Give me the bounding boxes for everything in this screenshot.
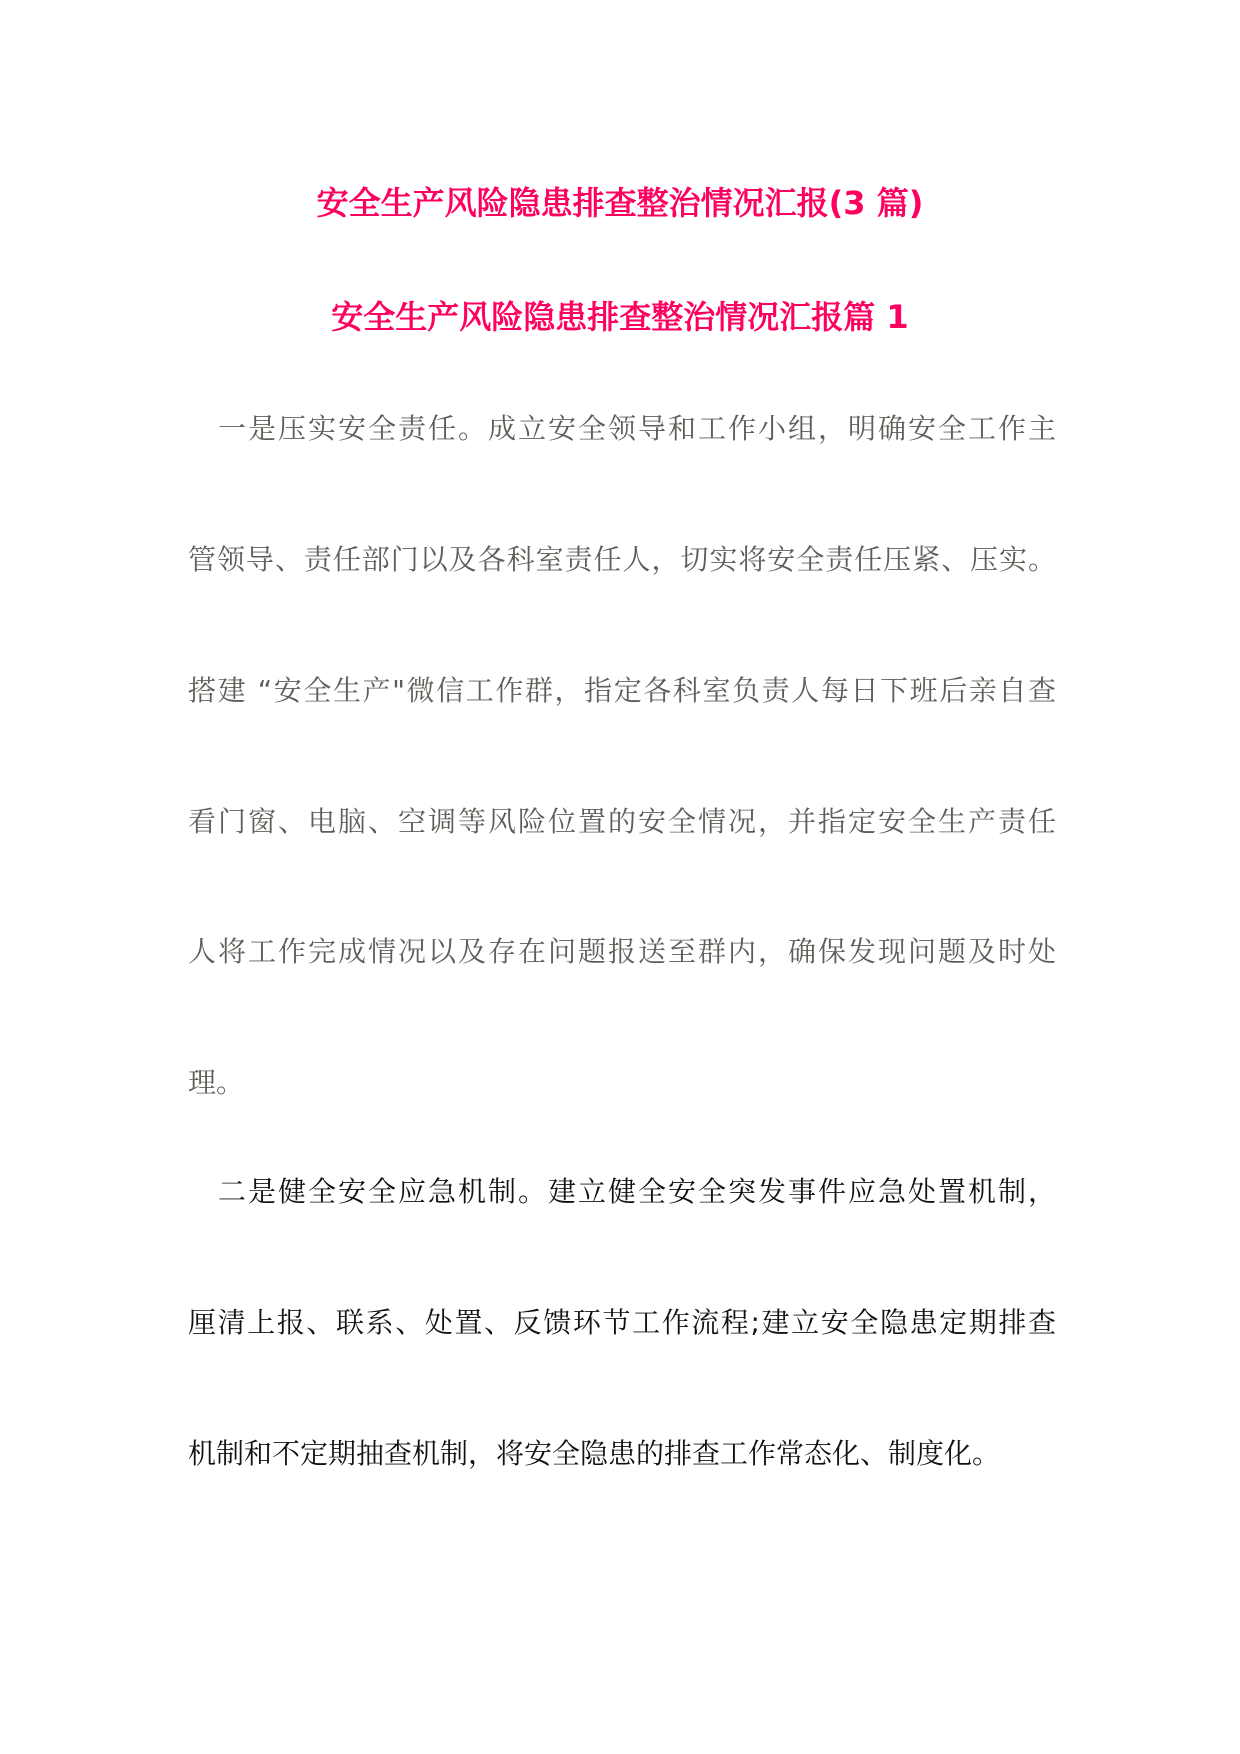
paragraph-line: 看门窗、电脑、空调等风险位置的安全情况，并指定安全生产责任 [188,805,1056,838]
paragraph-line: 理。 [188,1066,245,1099]
document-title: 安全生产风险隐患排查整治情况汇报(3 篇) [316,184,924,222]
paragraph-line: 厘清上报、联系、处置、反馈环节工作流程;建立安全隐患定期排查 [188,1306,1056,1339]
paragraph-line: 二是健全安全应急机制。建立健全安全突发事件应急处置机制， [188,1175,1056,1208]
paragraph-line: 管领导、责任部门以及各科室责任人，切实将安全责任压紧、压实。 [188,543,1056,576]
paragraph-line: 一是压实安全责任。成立安全领导和工作小组，明确安全工作主 [188,412,1056,445]
paragraph-line: 搭建 “安全生产"微信工作群，指定各科室负责人每日下班后亲自查 [188,674,1056,707]
section-heading: 安全生产风险隐患排查整治情况汇报篇 1 [331,298,909,336]
paragraph-line: 机制和不定期抽查机制，将安全隐患的排查工作常态化、制度化。 [188,1437,1001,1470]
paragraph-line: 人将工作完成情况以及存在问题报送至群内，确保发现问题及时处 [188,935,1056,968]
